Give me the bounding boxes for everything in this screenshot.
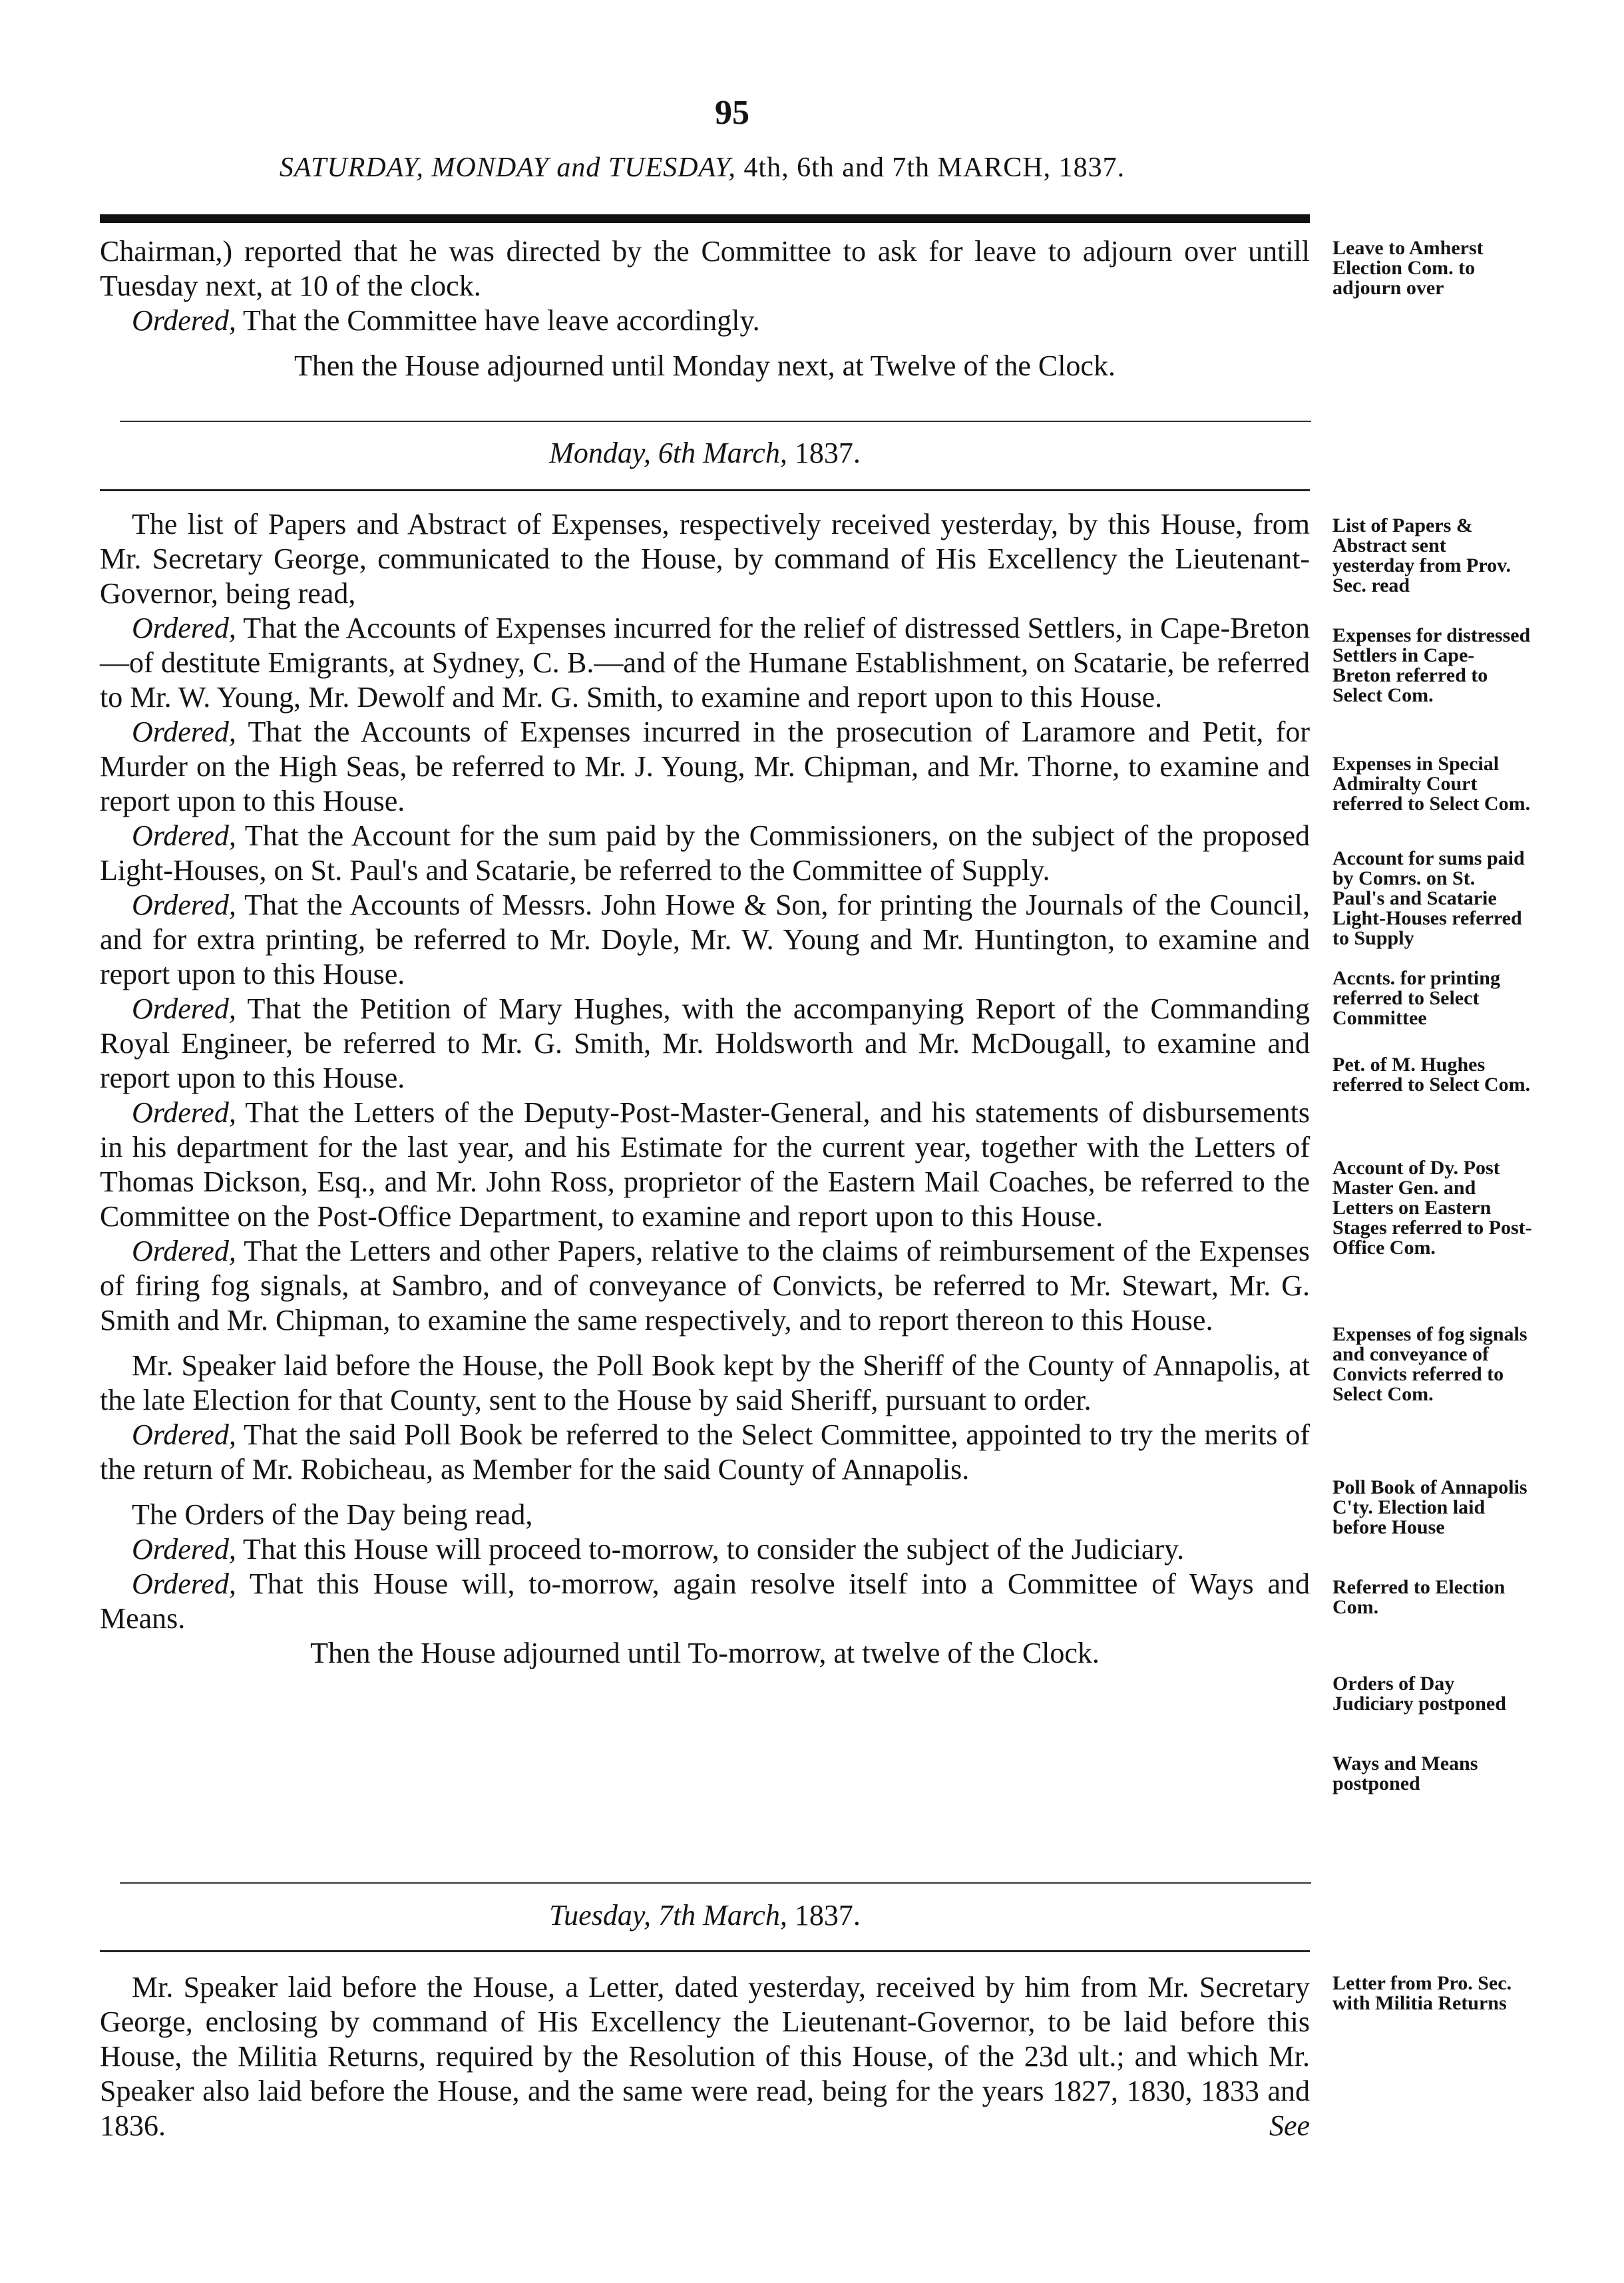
ordered-label: Ordered, bbox=[132, 1096, 236, 1129]
header-dates: 4th, 6th and 7th MARCH, bbox=[743, 152, 1052, 183]
ordered-label: Ordered, bbox=[132, 612, 236, 644]
poll-book-paragraph: Mr. Speaker laid before the House, the Poll Book kept by the Sheriff of the County of Annapolis, at the late Election for that County, sent to the House by said Sheriff, pursuant to order. bbox=[100, 1349, 1310, 1416]
header-days: SATURDAY, MONDAY and TUESDAY, bbox=[279, 152, 736, 183]
sidenote: Expenses of fog signals and conveyance of Convicts referred to Select Com. bbox=[1332, 1323, 1527, 1405]
header-rule bbox=[100, 214, 1310, 223]
ordered-label: Ordered, bbox=[132, 992, 236, 1025]
tuesday-title-year: 1837. bbox=[794, 1899, 861, 1932]
sidenote: Account of Dy. Post Master Gen. and Letters on Eastern Stages referred to Post-Office Com. bbox=[1332, 1157, 1532, 1259]
ordered-label: Ordered, bbox=[132, 1533, 236, 1565]
monday-section bbox=[100, 507, 1310, 1671]
tuesday-section bbox=[100, 1970, 1310, 2150]
top-section bbox=[100, 234, 1310, 383]
order-settlers-paragraph bbox=[100, 611, 1310, 715]
committee-report-paragraph: Chairman,) reported that he was directed by the Committee to ask for leave to adjourn over untill Tuesday next, at 10 of the clock. bbox=[100, 235, 1310, 302]
tuesday-title bbox=[100, 1898, 1310, 1932]
header-year: 1837. bbox=[1058, 152, 1125, 183]
order-fog-signals-paragraph bbox=[100, 1234, 1310, 1338]
papers-read-paragraph: The list of Papers and Abstract of Expenses, respectively received yesterday, by this House, from Mr. Secretary George, communicated to the House, by command of His Excellency the Lieutenant-Governor, being read, bbox=[100, 508, 1310, 610]
order-hughes-paragraph bbox=[100, 992, 1310, 1096]
order-poll-book-paragraph bbox=[100, 1418, 1310, 1487]
monday-title-day: Monday, 6th March, bbox=[549, 437, 787, 469]
sidenote: Letter from Pro. Sec. with Militia Returns bbox=[1332, 1972, 1512, 2014]
order-lighthouses-paragraph bbox=[100, 819, 1310, 888]
order-text: That the Accounts of Messrs. John Howe & Son, for printing the Journals of the Council, and for extra printing, be referred to Mr. Doyle, Mr. W. Young and Mr. Huntington, to examine and report upon to this House. bbox=[100, 889, 1310, 990]
adjourn-paragraph: Then the House adjourned until Monday next, at Twelve of the Clock. bbox=[294, 349, 1116, 382]
orders-of-day-paragraph: The Orders of the Day being read, bbox=[132, 1498, 533, 1531]
sidenote: Referred to Election Com. bbox=[1332, 1576, 1506, 1618]
order-text: That the Letters of the Deputy-Post-Master-General, and his statements of disbursements in his department for the last year, and his Estimate for the current year, together with the Letters of Thomas Dickson, Esq., and Mr. John Ross, proprietor of the Eastern Mail Coaches, be referred to the Committee on the Post-Office Department, to examine and report upon to this House. bbox=[100, 1096, 1310, 1233]
order-postoffice-paragraph bbox=[100, 1096, 1310, 1234]
sidenote: Leave to Amherst Election Com. to adjourn over bbox=[1332, 237, 1484, 299]
ordered-leave-paragraph bbox=[100, 304, 1310, 338]
ordered-text: That the Committee have leave accordingly. bbox=[236, 304, 760, 337]
order-text: That this House will proceed to-morrow, to consider the subject of the Judiciary. bbox=[236, 1533, 1185, 1565]
sidenote: Pet. of M. Hughes referred to Select Com. bbox=[1332, 1054, 1531, 1096]
order-text: That the Letters and other Papers, relative to the claims of reimbursement of the Expenses of firing fog signals, at Sambro, and of conveyance of Convicts, be referred to Mr. Stewart, Mr. G. Smith and Mr. Chipman, to examine the same respectively, and to report thereon to this House. bbox=[100, 1235, 1310, 1337]
sidenote: Expenses in Special Admiralty Court referred to Select Com. bbox=[1332, 753, 1531, 815]
sidenote: List of Papers & Abstract sent yesterday from Prov. Sec. read bbox=[1332, 515, 1511, 596]
order-text: That the Accounts of Expenses incurred for the relief of distressed Settlers, in Cape-Breton—of destitute Emigrants, at Sydney, C. B.—and of the Humane Establishment, on Scatarie, be referred to Mr. W. Young, Mr. Dewolf and Mr. G. Smith, to examine and report upon to this House. bbox=[100, 612, 1310, 714]
adjourn-paragraph: Then the House adjourned until To-morrow, at twelve of the Clock. bbox=[310, 1637, 1100, 1669]
sidenote: Orders of Day Judiciary postponed bbox=[1332, 1673, 1506, 1715]
ordered-label: Ordered, bbox=[132, 819, 236, 852]
sidenote: Expenses for distressed Settlers in Cape-Breton referred to Select Com. bbox=[1332, 624, 1531, 706]
sidenote: Poll Book of Annapolis C'ty. Election laid before House bbox=[1332, 1476, 1527, 1538]
ordered-label: Ordered, bbox=[132, 1235, 236, 1267]
catchword: See bbox=[1269, 2109, 1310, 2142]
order-admiralty-paragraph bbox=[100, 715, 1310, 819]
section-rule bbox=[120, 1882, 1311, 1884]
order-text: That the Petition of Mary Hughes, with the accompanying Report of the Commanding Royal Engineer, be referred to Mr. G. Smith, Mr. Holdsworth and Mr. McDougall, to examine and report upon to this House. bbox=[100, 992, 1310, 1094]
sidenote: Account for sums paid by Comrs. on St. Paul's and Scatarie Light-Houses referred to Supply bbox=[1332, 847, 1525, 949]
order-text: That the Accounts of Expenses incurred in the prosecution of Laramore and Petit, for Murder on the High Seas, be referred to Mr. J. Young, Mr. Chipman, and Mr. Thorne, to examine and report upon to this House. bbox=[100, 716, 1310, 817]
sidenote: Ways and Means postponed bbox=[1332, 1753, 1478, 1794]
militia-returns-paragraph: Mr. Speaker laid before the House, a Letter, dated yesterday, received by him from Mr. Secretary George, enclosing by command of His Excellency the Lieutenant-Governor, to be laid before this House, the Militia Returns, required by the Resolution of this House, of the 23d ult.; and which Mr. Speaker also laid before the House, and the same were read, being for the years 1827, 1830, 1833 and 1836. bbox=[100, 1971, 1310, 2142]
section-rule bbox=[100, 1950, 1310, 1952]
ordered-label: Ordered, bbox=[132, 716, 236, 748]
monday-title bbox=[100, 436, 1310, 470]
ordered-label: Ordered, bbox=[132, 304, 236, 337]
section-rule bbox=[120, 421, 1311, 422]
monday-title-year: 1837. bbox=[794, 437, 861, 469]
order-printing-paragraph bbox=[100, 888, 1310, 992]
order-text: That this House will, to-morrow, again resolve itself into a Committee of Ways and Means. bbox=[100, 1567, 1310, 1635]
section-rule bbox=[100, 489, 1310, 491]
order-text: That the Account for the sum paid by the Commissioners, on the subject of the proposed Light-Houses, on St. Paul's and Scatarie, be referred to the Committee of Supply. bbox=[100, 819, 1310, 887]
page-header bbox=[93, 152, 1311, 184]
catchword-row bbox=[100, 2109, 1310, 2150]
order-ways-means-paragraph bbox=[100, 1567, 1310, 1636]
order-text: That the said Poll Book be referred to the Select Committee, appointed to try the merits of the return of Mr. Robicheau, as Member for the said County of Annapolis. bbox=[100, 1418, 1310, 1486]
page-number: 95 bbox=[715, 94, 749, 132]
ordered-label: Ordered, bbox=[132, 1418, 236, 1451]
ordered-label: Ordered, bbox=[132, 889, 236, 921]
sidenote: Accnts. for printing referred to Select Committee bbox=[1332, 967, 1500, 1029]
ordered-label: Ordered, bbox=[132, 1567, 236, 1600]
tuesday-title-day: Tuesday, 7th March, bbox=[549, 1899, 787, 1932]
order-judiciary-paragraph bbox=[100, 1532, 1310, 1567]
